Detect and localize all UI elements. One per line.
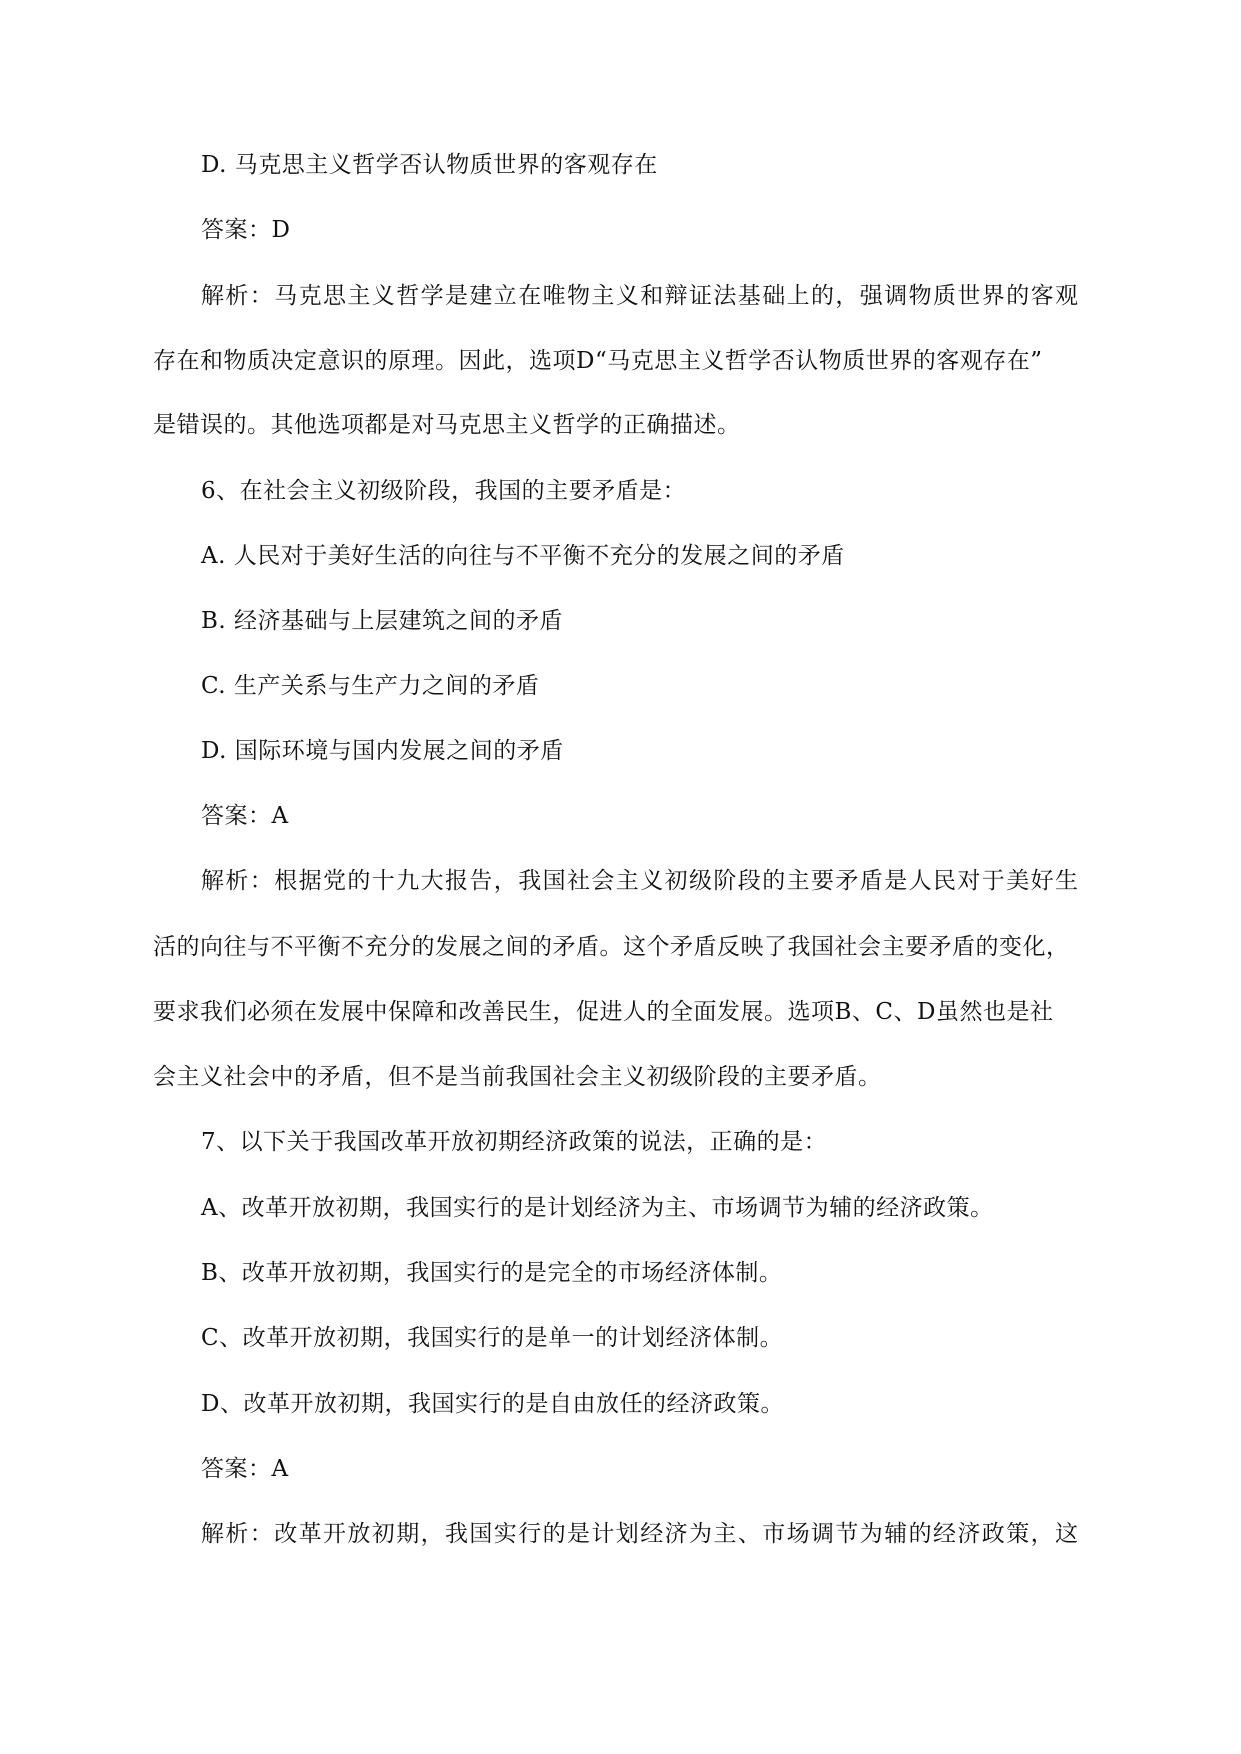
q6-option-a: A. 人民对于美好生活的向往与不平衡不充分的发展之间的矛盾 <box>201 543 845 569</box>
q6-option-d: D. 国际环境与国内发展之间的矛盾 <box>201 738 564 764</box>
q6-analysis-line-1: 解析：根据党的十九大报告，我国社会主义初级阶段的主要矛盾是人民对于美好生 <box>201 868 1080 894</box>
q5-analysis-line-2: 存在和物质决定意识的原理。因此，选项D“马克思主义哲学否认物质世界的客观存在” <box>153 348 1043 374</box>
q6-analysis-line-3: 要求我们必须在发展中保障和改善民生，促进人的全面发展。选项B、C、D虽然也是社 <box>153 999 1054 1025</box>
q7-analysis-line-1: 解析：改革开放初期，我国实行的是计划经济为主、市场调节为辅的经济政策，这 <box>201 1521 1080 1547</box>
q6-analysis-line-4: 会主义社会中的矛盾，但不是当前我国社会主义初级阶段的主要矛盾。 <box>153 1064 882 1090</box>
q7-answer: 答案：A <box>201 1456 289 1482</box>
q6-question: 6、在社会主义初级阶段，我国的主要矛盾是： <box>201 478 687 504</box>
q7-question: 7、以下关于我国改革开放初期经济政策的说法，正确的是： <box>201 1129 828 1155</box>
q7-option-d: D、改革开放初期，我国实行的是自由放任的经济政策。 <box>201 1391 784 1417</box>
q6-option-b: B. 经济基础与上层建筑之间的矛盾 <box>201 608 564 634</box>
q5-answer: 答案：D <box>201 217 291 243</box>
q7-option-a: A、改革开放初期，我国实行的是计划经济为主、市场调节为辅的经济政策。 <box>201 1195 994 1221</box>
q6-option-c: C. 生产关系与生产力之间的矛盾 <box>201 673 540 699</box>
q5-analysis-line-3: 是错误的。其他选项都是对马克思主义哲学的正确描述。 <box>153 412 741 438</box>
q5-option-d: D. 马克思主义哲学否认物质世界的客观存在 <box>201 152 658 178</box>
q7-option-b: B、改革开放初期，我国实行的是完全的市场经济体制。 <box>201 1260 783 1286</box>
q5-analysis-line-1: 解析：马克思主义哲学是建立在唯物主义和辩证法基础上的，强调物质世界的客观 <box>201 283 1080 309</box>
q6-analysis-line-2: 活的向往与不平衡不充分的发展之间的矛盾。这个矛盾反映了我国社会主要矛盾的变化， <box>153 934 1070 960</box>
q7-option-c: C、改革开放初期，我国实行的是单一的计划经济体制。 <box>201 1325 784 1351</box>
q6-answer: 答案：A <box>201 803 289 829</box>
